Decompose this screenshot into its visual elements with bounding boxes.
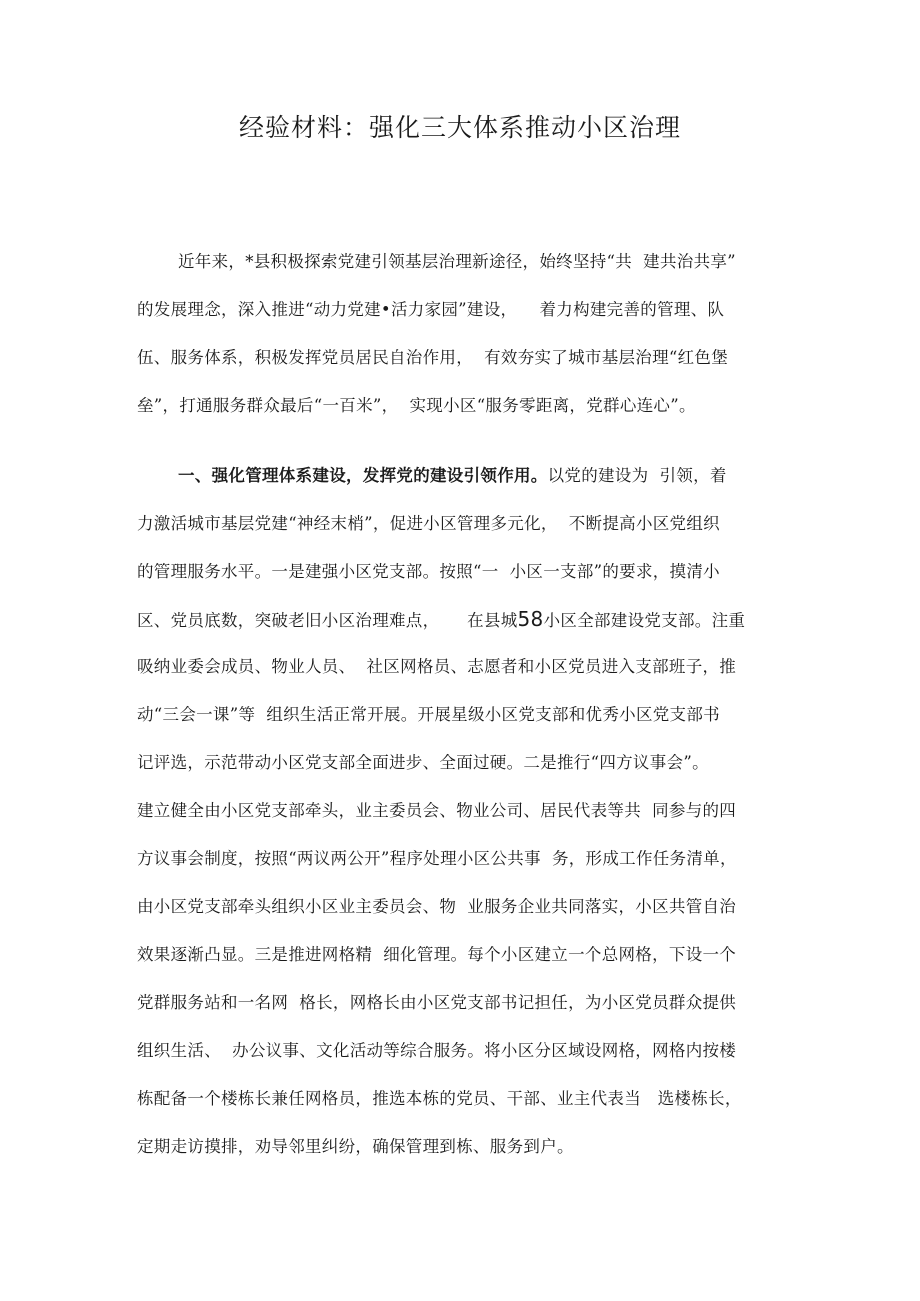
section1-line-10: 由小区党支部牵头组织小区业主委员会、物 业服务企业共同落实，小区共管自治	[137, 897, 737, 916]
intro-line-1: 近年来，*县积极探索党建引领基层治理新途径，始终坚持“共 建共治共享”	[178, 252, 736, 271]
section1-heading: 一、强化管理体系建设，发挥党的建设引领作用。	[178, 466, 548, 485]
section1-first-line	[178, 464, 727, 488]
intro-line-3: 伍、服务体系，积极发挥党员居民自治作用， 有效夯实了城市基层治理“红色堡	[137, 348, 729, 367]
section1-heading-rest: 以党的建设为 引领，着	[547, 466, 727, 485]
section1-line-5: 吸纳业委会成员、物业人员、 社区网格员、志愿者和小区党员进入支部班子，推	[137, 657, 737, 676]
section1-line-3: 的管理服务水平。一是建强小区党支部。按照“一 小区一支部”的要求，摸清小	[137, 562, 720, 581]
section1-line-6: 动“三会一课”等 组织生活正常开展。开展星级小区党支部和优秀小区党支部书	[137, 705, 720, 724]
community-count: 58	[517, 607, 544, 631]
section1-line-13: 组织生活、 办公议事、文化活动等综合服务。将小区分区域设网格，网格内按楼	[137, 1041, 737, 1060]
section1-line-9: 方议事会制度，按照“两议两公开”程序处理小区公共事 务，形成工作任务清单，	[137, 849, 737, 868]
section1-line-14: 栋配备一个楼栋长兼任网格员，推选本栋的党员、干部、业主代表当 选楼栋长，	[137, 1089, 742, 1108]
section1-line-11: 效果逐渐凸显。三是推进网格精 细化管理。每个小区建立一个总网格，下设一个	[137, 945, 737, 964]
section1-line-2: 力激活城市基层党建“神经末梢”，促进小区管理多元化， 不断提高小区党组织	[137, 514, 720, 533]
line4-post: 小区全部建设党支部。注重	[543, 611, 746, 630]
page-title: 经验材料：强化三大体系推动小区治理	[238, 113, 681, 142]
intro-line-2: 的发展理念，深入推进“动力党建•活力家园”建设， 着力构建完善的管理、队	[137, 300, 725, 319]
line4-pre: 区、党员底数，突破老旧小区治理难点， 在县城	[137, 611, 518, 630]
section1-line-4	[137, 607, 745, 633]
section1-line-7: 记评选，示范带动小区党支部全面进步、全面过硬。二是推行“四方议事会”。	[137, 753, 709, 772]
section1-line-12: 党群服务站和一名网 格长，网格长由小区党支部书记担任，为小区党员群众提供	[137, 993, 737, 1012]
section1-line-15: 定期走访摸排，劝导邻里纠纷，确保管理到栋、服务到户。	[137, 1137, 574, 1156]
intro-line-4: 垒”，打通服务群众最后“一百米”， 实现小区“服务零距离，党群心连心”。	[137, 396, 696, 415]
section1-line-8: 建立健全由小区党支部牵头，业主委员会、物业公司、居民代表等共 同参与的四	[137, 801, 737, 820]
